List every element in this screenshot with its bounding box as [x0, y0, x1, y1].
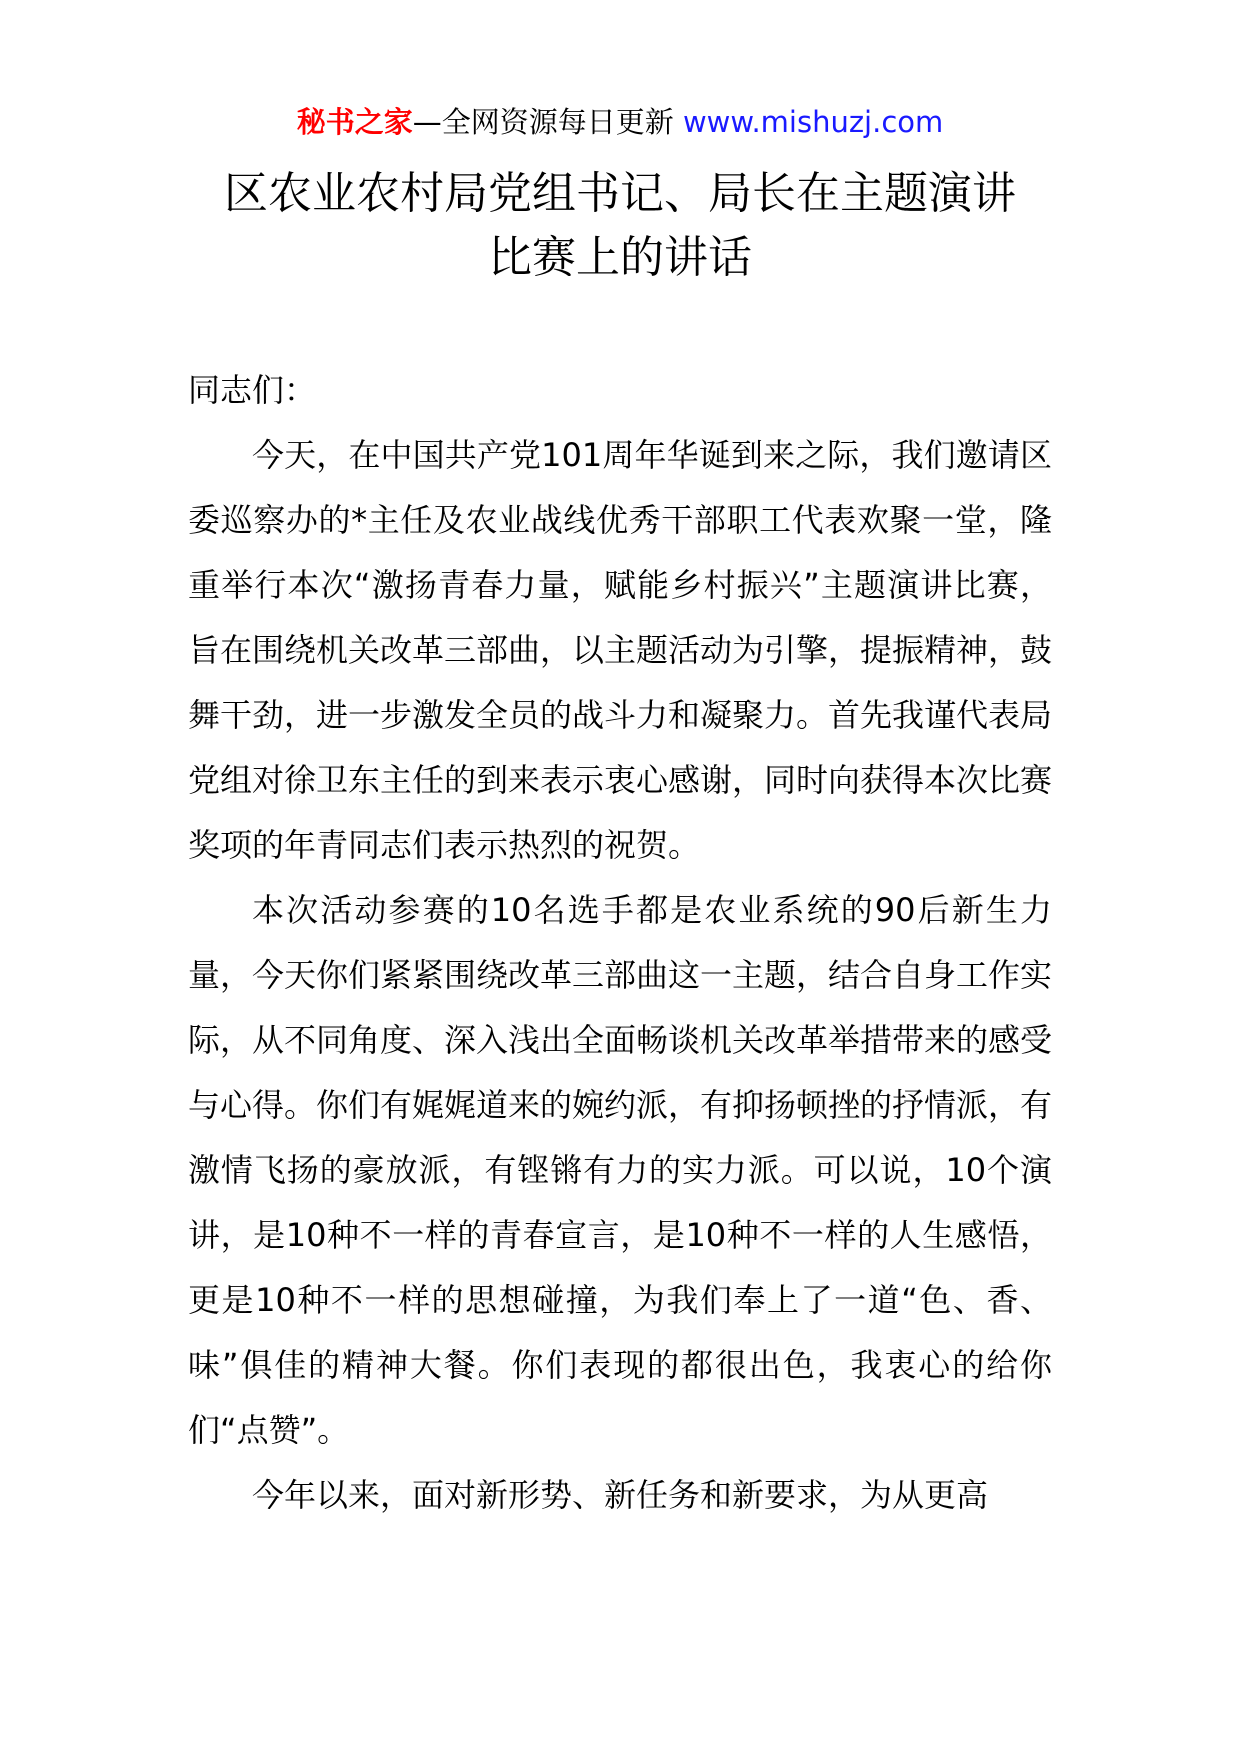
- paragraph-2: 本次活动参赛的10名选手都是农业系统的90后新生力量，今天你们紧紧围绕改革三部曲这一主题，结合自身工作实际，从不同角度、深入浅出全面畅谈机关改革举措带来的感受与心得。你们有娓娓道来的婉约派，有抑扬顿挫的抒情派，有激情飞扬的豪放派，有铿锵有力的实力派。可以说，10个演讲，是10种不一样的青春宣言，是10种不一样的人生感悟，更是10种不一样的思想碰撞，为我们奉上了一道“色、香、味”俱佳的精神大餐。你们表现的都很出色，我衷心的给你们“点赞”。: [188, 891, 1053, 1449]
- paragraph-1: 今天，在中国共产党101周年华诞到来之际，我们邀请区委巡察办的*主任及农业战线优秀干部职工代表欢聚一堂，隆重举行本次“激扬青春力量，赋能乡村振兴”主题演讲比赛，旨在围绕机关改革三部曲，以主题活动为引擎，提振精神，鼓舞干劲，进一步激发全员的战斗力和凝聚力。首先我谨代表局党组对徐卫东主任的到来表示衷心感谢，同时向获得本次比赛奖项的年青同志们表示热烈的祝贺。: [188, 436, 1053, 864]
- site-url-link[interactable]: www.mishuzj.com: [682, 105, 944, 139]
- paragraph-3: 今年以来，面对新形势、新任务和新要求，为从更高: [252, 1476, 989, 1514]
- document-title: [150, 162, 1090, 290]
- brand-name: 秘书之家: [296, 105, 413, 139]
- document-body: [188, 358, 1052, 1528]
- title-line-2: 比赛上的讲话: [488, 232, 752, 283]
- title-line-1: 区农业农村局党组书记、局长在主题演讲: [224, 168, 1016, 219]
- salutation: 同志们：: [188, 371, 317, 409]
- header-banner: [0, 102, 1240, 142]
- header-tagline: —全网资源每日更新: [412, 105, 683, 139]
